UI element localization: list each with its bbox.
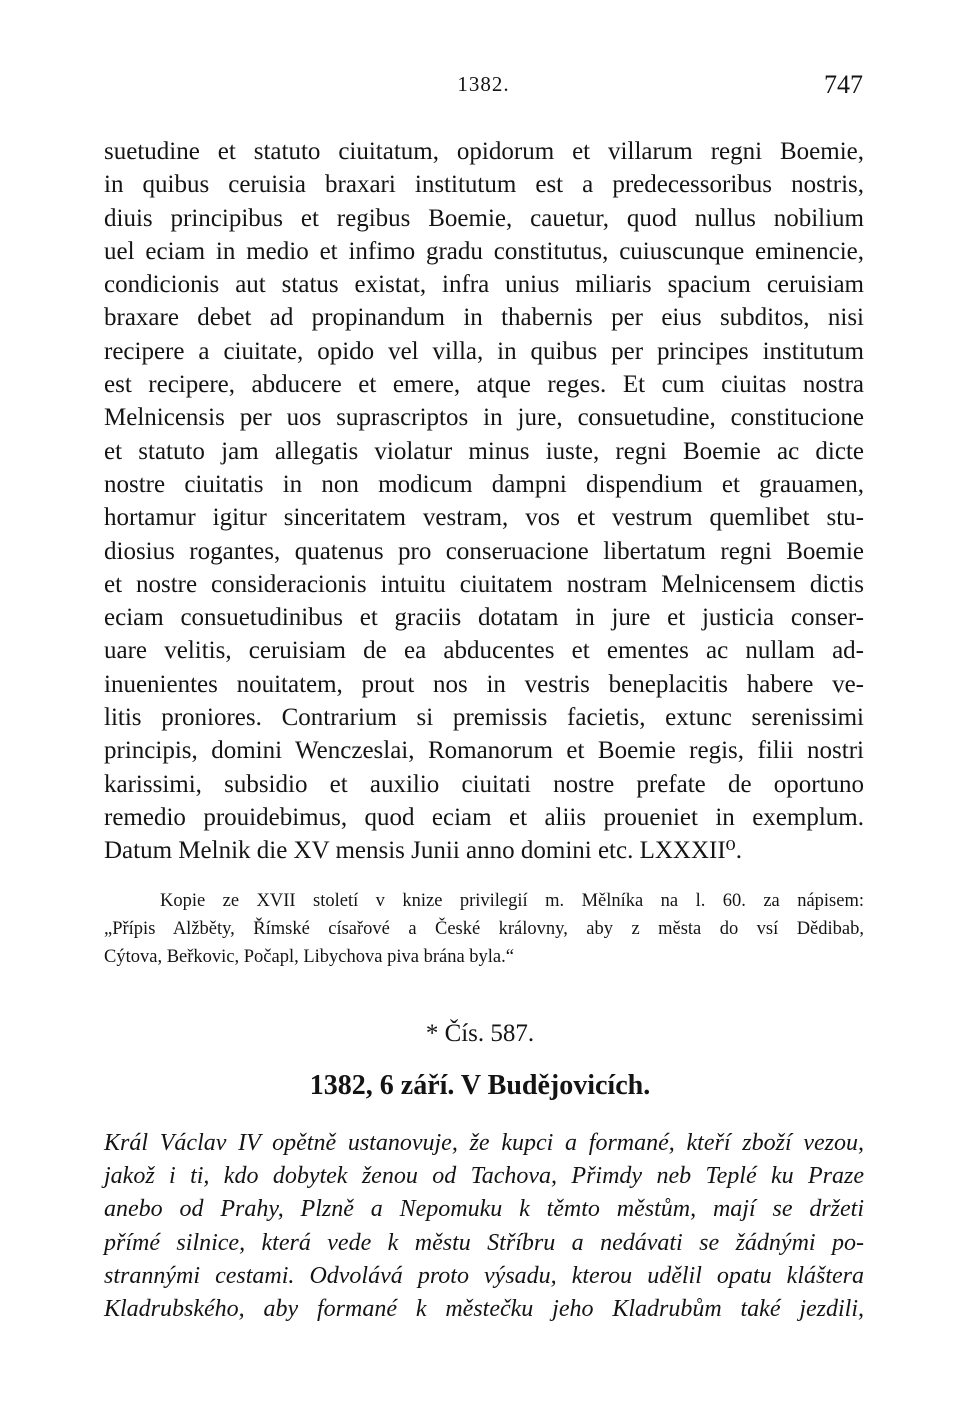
text-line: et nostre consideracionis intuitu ciuitatem nostram Melnicensem dictis — [104, 570, 864, 598]
document-summary — [104, 1127, 864, 1326]
text-line: eciam consuetudinibus et graciis dotatam in jure et justicia conser- — [104, 604, 864, 632]
summary-line: přímé silnice, která vede k městu Stříbru a nedávati se žádnými po- — [104, 1229, 864, 1256]
text-line: uare velitis, ceruisiam de ea abducentes et ementes ac nullam ad- — [104, 637, 864, 665]
text-line: est recipere, abducere et emere, atque reges. Et cum ciuitas nostra — [104, 371, 864, 399]
note-line: „Přípis Alžběty, Římské císařové a České královny, aby z města do vsí Dědibab, — [104, 919, 864, 939]
running-head-year: 1382. — [457, 72, 510, 96]
note-line: Kopie ze XVII století v knize privilegií m. Mělníka na l. 60. za nápisem: — [160, 891, 864, 911]
summary-line: Kladrubského, aby formané k městečku jeho Kladrubům také jezdili, — [104, 1295, 864, 1322]
text-line: hortamur igitur sinceritatem vestram, vos et vestrum quemlibet stu- — [104, 504, 864, 532]
text-line: condicionis aut status existat, infra unius miliaris spacium ceruisiam — [104, 271, 864, 299]
text-line: et statuto jam allegatis violatur minus iuste, regni Boemie ac dicte — [104, 437, 864, 465]
summary-line: strannými cestami. Odvolává proto výsadu, kterou udělil opatu kláštera — [104, 1262, 864, 1289]
text-line: remedio prouidebimus, quod eciam et aliis proueniet in exemplum. — [104, 803, 864, 831]
text-line: diuis principibus et regibus Boemie, cauetur, quod nullus nobilium — [104, 204, 864, 232]
text-line: suetudine et statuto ciuitatum, opidorum et villarum regni Boemie, — [104, 138, 864, 165]
document-number: * Čís. 587. — [425, 1020, 535, 1047]
summary-line: anebo od Prahy, Plzně a Nepomuku k těmto městům, mají se držeti — [104, 1196, 864, 1223]
main-text-block — [104, 135, 864, 868]
note-line: Cýtova, Beřkovic, Počapl, Libychova piva brána byla.“ — [104, 947, 514, 967]
text-line: karissimi, subsidio et auxilio ciuitati nostre prefate de oportuno — [104, 770, 864, 798]
source-note — [104, 887, 864, 971]
text-line: recipere a ciuitate, opido vel villa, in quibus per principes institutum — [104, 337, 864, 365]
text-line: Datum Melnik die XV mensis Junii anno domini etc. LXXXII⁰. — [104, 837, 742, 865]
text-line: in quibus ceruisia braxari institutum est a predecessoribus nostris, — [104, 171, 864, 199]
summary-line: Král Václav IV opětně ustanovuje, že kupci a formané, kteří zboží vezou, — [104, 1130, 864, 1156]
text-line: nostre ciuitatis in non modicum dampni dispendium et grauamen, — [104, 470, 864, 498]
page-number: 747 — [824, 70, 863, 99]
document-title: 1382, 6 září. V Budějovicích. — [309, 1070, 651, 1101]
text-line: inuenientes nouitatem, prout nos in vestris beneplacitis habere ve- — [104, 670, 864, 698]
text-line: diosius rogantes, quatenus pro conseruacione libertatum regni Boemie — [104, 537, 864, 565]
text-line: litis proniores. Contrarium si premissis facietis, extunc serenissimi — [104, 704, 864, 732]
text-line: braxare debet ad propinandum in thabernis per eius subditos, nisi — [104, 304, 864, 332]
text-line: principis, domini Wenczeslai, Romanorum et Boemie regis, filii nostri — [104, 737, 864, 765]
text-line: uel eciam in medio et infimo gradu constitutus, cuiuscunque eminencie, — [104, 237, 864, 265]
page-header — [104, 72, 863, 108]
text-line: Melnicensis per uos suprascriptos in jure, consuetudine, constitucione — [104, 404, 864, 432]
summary-line: jakož i ti, kdo dobytek ženou od Tachova, Přimdy neb Teplé ku Praze — [104, 1163, 864, 1190]
